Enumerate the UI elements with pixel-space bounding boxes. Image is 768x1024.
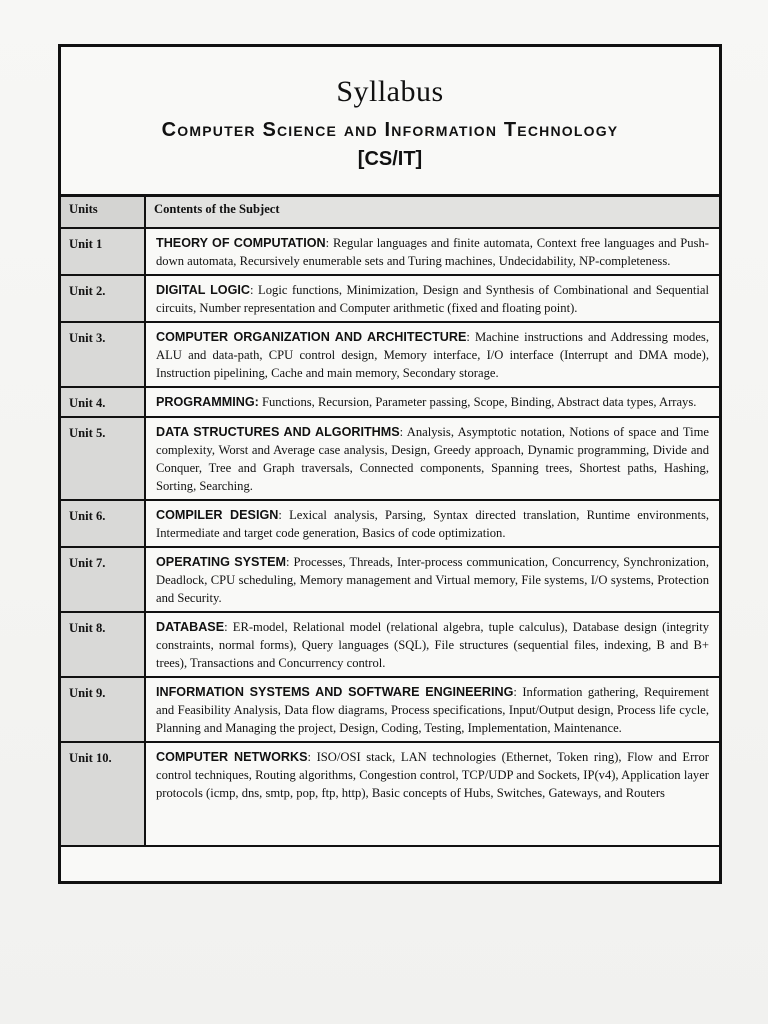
syllabus-header — [61, 47, 719, 197]
table-row — [61, 417, 719, 500]
unit-topic: DATA STRUCTURES AND ALGORITHMS — [156, 425, 400, 439]
unit-contents — [145, 547, 719, 612]
unit-topic: OPERATING SYSTEM — [156, 555, 287, 569]
unit-details: : Information gathering, Requirement and Feasibility Analysis, Data flow diagrams, Process specifications, Input/Output design, Process life cycle, Planning and Managing the project, Design, Coding, Testing, Implementation, Maintenance. — [156, 685, 710, 735]
unit-contents — [145, 322, 719, 387]
unit-details: : Regular languages and finite automata, Context free languages and Push-down automata, Recursively enumerable sets and Turing machines, Undecidability, NP-completeness. — [156, 236, 709, 268]
table-row — [61, 500, 719, 547]
table-row — [61, 275, 719, 322]
column-header-units: Units — [61, 197, 145, 228]
unit-details: : Analysis, Asymptotic notation, Notions of space and Time complexity, Worst and Average case analysis, Design, Greedy approach, Dynamic programming, Divide and Conquer, Tree and Graph traversals, Connected components, Spanning trees, Shortest paths, Hashing, Sorting, Searching. — [156, 425, 709, 493]
unit-details: : Logic functions, Minimization, Design and Synthesis of Combinational and Sequential circuits, Number representation and Computer arithmetic (fixed and floating point). — [156, 283, 709, 315]
unit-contents — [145, 500, 719, 547]
unit-topic: PROGRAMMING: — [156, 395, 259, 409]
unit-label: Unit 2. — [61, 275, 145, 322]
unit-label: Unit 3. — [61, 322, 145, 387]
unit-topic: DATABASE — [156, 620, 225, 634]
unit-contents — [145, 742, 719, 846]
unit-label: Unit 6. — [61, 500, 145, 547]
unit-contents — [145, 612, 719, 677]
table-row — [61, 547, 719, 612]
table-row — [61, 228, 719, 275]
unit-contents — [145, 677, 719, 742]
unit-label: Unit 1 — [61, 228, 145, 275]
table-row — [61, 742, 719, 846]
unit-topic: INFORMATION SYSTEMS AND SOFTWARE ENGINEERING — [156, 685, 514, 699]
unit-contents — [145, 275, 719, 322]
unit-label: Unit 4. — [61, 387, 145, 417]
unit-topic: COMPILER DESIGN — [156, 508, 279, 522]
unit-details: : Lexical analysis, Parsing, Syntax directed translation, Runtime environments, Intermediate and target code generation, Basics of code optimization. — [156, 508, 709, 540]
table-row — [61, 677, 719, 742]
unit-details: : Machine instructions and Addressing modes, ALU and data-path, CPU control design, Memory interface, I/O interface (Interrupt and DMA mode), Instruction pipelining, Cache and main memory, Secondary storage. — [156, 330, 709, 380]
unit-details: : Processes, Threads, Inter-process communication, Concurrency, Synchronization, Deadlock, CPU scheduling, Memory management and Virtual memory, File systems, I/O systems, Protection and Security. — [156, 555, 709, 605]
unit-topic: DIGITAL LOGIC — [156, 283, 250, 297]
unit-topic: COMPUTER NETWORKS — [156, 750, 308, 764]
column-header-contents: Contents of the Subject — [145, 197, 719, 228]
syllabus-table — [61, 197, 719, 847]
unit-topic: COMPUTER ORGANIZATION AND ARCHITECTURE — [156, 330, 467, 344]
subject-title: Computer Science and Information Technology — [161, 119, 619, 141]
subject-code: [CS/IT] — [357, 148, 423, 170]
table-row — [61, 612, 719, 677]
unit-label: Unit 7. — [61, 547, 145, 612]
unit-contents — [145, 417, 719, 500]
table-header-row — [61, 197, 719, 228]
page-title: Syllabus — [336, 75, 444, 108]
table-row — [61, 387, 719, 417]
syllabus-frame — [58, 44, 722, 884]
unit-contents — [145, 228, 719, 275]
unit-details: Functions, Recursion, Parameter passing, Scope, Binding, Abstract data types, Arrays. — [258, 395, 697, 409]
unit-topic: THEORY OF COMPUTATION — [156, 236, 326, 250]
unit-label: Unit 5. — [61, 417, 145, 500]
unit-label: Unit 9. — [61, 677, 145, 742]
unit-label: Unit 8. — [61, 612, 145, 677]
table-row — [61, 322, 719, 387]
unit-details: : ISO/OSI stack, LAN technologies (Ethernet, Token ring), Flow and Error control techniques, Routing algorithms, Congestion control, TCP/UDP and Sockets, IP(v4), Application layer protocols (icmp, dns, smtp, pop, ftp, http), Basic concepts of Hubs, Switches, Gateways, and Routers — [156, 750, 709, 800]
unit-contents — [145, 387, 719, 417]
unit-label: Unit 10. — [61, 742, 145, 846]
unit-details: : ER-model, Relational model (relational algebra, tuple calculus), Database design (integrity constraints, normal forms), Query languages (SQL), File structures (sequential files, indexing, B and B+ trees), Transactions and Concurrency control. — [156, 620, 709, 670]
